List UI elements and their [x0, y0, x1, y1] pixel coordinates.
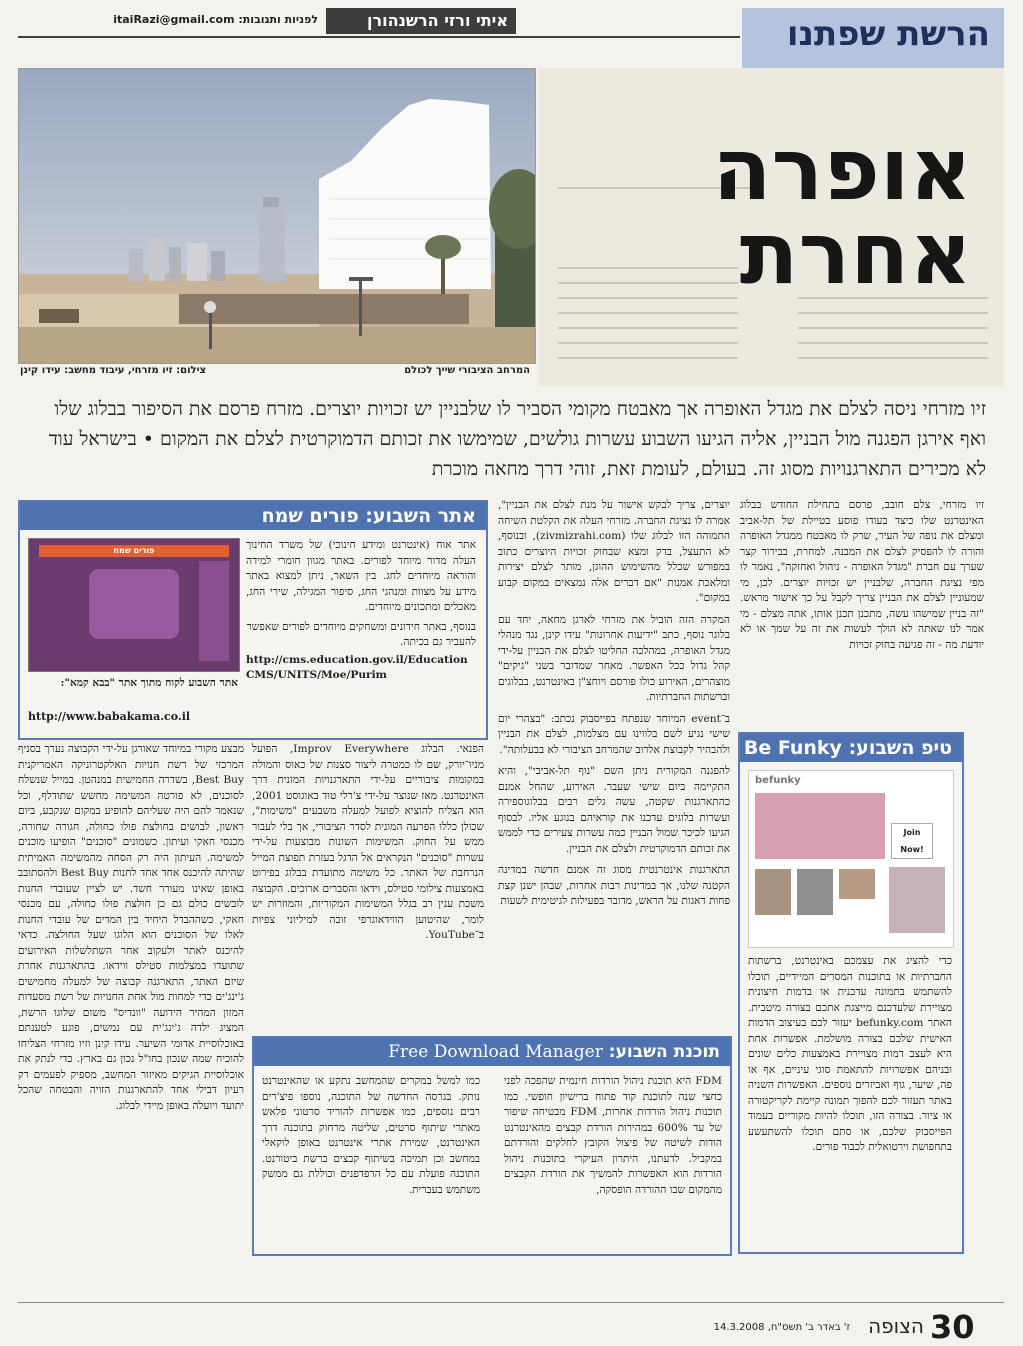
tip-of-week-header	[740, 734, 962, 762]
software-title-name: Free Download Manager	[388, 1042, 603, 1062]
site-of-week-paragraph: אתר אוח (אינטרנט ומידע חינוכי) של משרד החינוך העלה מדור מיוחד לפורים. באתר מגוון חומרי למידה והוראה מיוחדים לחג. בין השאר, ניתן למצוא באתר מידע על מצוות ומנהגי החג, סיפור המגילה, שירי החג, מאכלים ומתכונים מיוחדים.	[246, 539, 476, 613]
issue-date: ז' באדר ב' תשס"ח, 14.3.2008	[713, 1322, 850, 1333]
tip-of-week-body: כדי להציג את עצמכם באינטרנט, ברשתות החברתיות או בתוכנות המסרים המיידיים, תוכלו להשתמש בתמונה עדכנית או בדמות חיצונית מצויירת שלעדכנם מייצגת אתכם בצורה מיטבית. האתר befunky.com יעזור לכם בעיצוב הדמות האישית שלכם בצורה מושלמת. אפשרות אחת היא לעצב דמות מצויירת באמצעות כלים שונים ובניהם אפשרויות להתאמת סוגי עיניים, אף או פה, שיער, גוף ואביזרים נוספים. האפשרות השניה באתר תעזור לכם להפוך תמונה קיימת לקריקטורה או ציור. בצורה הזו, תוכלו להיות מקוריים בעמוד הפייסבוק שלכם, או סתם תוכלו להשתעשע בתחפושת וירטואלית לכבוד פורים.	[748, 955, 952, 1153]
software-column-right: FDM היא תוכנת ניהול הורדות חינמית שהפכה לפני כחצי שנה לתוכנת קוד פתוח ברישיון חופשי. כמו תוכנות ניהול הורדות אחרות, FDM מבטיחה שיפור של עד 600% במהירות הורדת קבצים מהאינטרנט הודות לשיטה של פיצול הקובץ לחלקים והורדתם במקביל. לדעתנו, היתרון העיקרי בתוכנות ניהול הורדות הוא האפשרות להמשיך את הורדת הקבצים מהמקום שבו ההורדה הופסקה,	[504, 1075, 723, 1196]
header-divider	[18, 36, 740, 38]
avatar-photo-3	[839, 869, 875, 899]
site-of-week-body	[246, 538, 476, 684]
site-of-week-title: אתר השבוע: פורים שמח	[20, 502, 486, 530]
babakama-link[interactable]: http://www.babakama.co.il	[28, 710, 191, 723]
newspaper-name: הצופה	[868, 1314, 924, 1338]
software-title-label: תוכנת השבוע:	[608, 1042, 720, 1062]
article-paragraph: ב־event המיוחד שנפתח בפייסבוק נכתב: "בצהרי יום שישי נגיע לשם בלווינו עם מצלמות, לצלם את הבניין ולהבהיר לקבוצת אלרוב שהמרחב הציבורי לא בבעלותה".	[498, 712, 730, 756]
article-paragraph: מבצע מקורי במיוחד שאורגן על-ידי הקבוצה נערך בסניף המרכזי של רשת חנויות האלקטרוניקה האמריקנית Best Buy, בשדרה החמישית במנהטן. במייל שנשלח לסוכנים, לא פורטה המשימה מחשש שתודלף, וכל שנאמר להם היה שעליהם להופיע במקום שנקבע, ביום ראשון, לבושים בחולצת פולו כחולה, חגורה שחורה, מכנסי חאקי ועיתון. כשמונים "סוכנים" הופיעו מוכנים למשימה. העיתון היה רק הסחה מהמשימה האמיתית שהיתה להיכנס אחד אחד לחנות Best Buy ולהסתובב באופן שאינו מעורר חשד. יש לציין שעובדי החנות לובשים כולם גם כן חולצת פולו כחולה, עם מכנסי חאקי, כשההבדל היחיד בין המדים של עובדי החנות לאלו של הסוכנים הוא הלוגו שעל החולצה. כדאי להיכנס לאתר ולעקוב אחר השתלשלות האירועים שתועדו במצלמות סטילס ווידאו. בהתארגנות אחרת שיזם האתר, התארגנה קבוצה של למעלה מחמישים ג'ינג'ים כדי למחות מול אחת החנויות של רשת מסעדות המזון המהיר הידועה "וונדיס" משום שלוגו הרשת, המציג ילדה ג'ינג'ית עם נמשים, פוגע לטענתם באוכלוסיית אדומי השיער. עידו קינן וזיו מזרחי הצליחו להוכיח שמה שנכון בחו"ל נכון גם בארץ. כדי לנתק את אוכלוסיית הגיקים מאיזור המחשב, מספיק לפעמים רק רעיון דבילי אחד להתארגנות הזויה והבטחה שהכל יתועד ויועלה באופן מיידי לבלוג.	[18, 743, 244, 1112]
software-of-week-header	[254, 1038, 730, 1066]
tip-of-week-box	[738, 732, 964, 1254]
opera-tower-photo	[18, 68, 536, 364]
avatar-photo-2	[797, 869, 833, 915]
screenshot-mask-graphic	[89, 569, 179, 639]
article-paragraph: להפגנה המקורית ניתן השם "נוף תל-אביבי", והיא התקיימה ביום שישי שעבר. האירוע, שהחל אמנם כהתארגנות שקטה, עשה גלים רבים בבלוגוספירה ועשרות בלוגים עדכנו את קוראיהם בנוגע אליו. לבסוף הגיעו לכיכר שמול הבניין כמה עשרות צעירים כדי לממש את זכותם הדמוקרטית ולצלם את הבניין.	[498, 765, 730, 855]
befunky-collage	[755, 793, 885, 859]
befunky-logo: befunky	[755, 775, 801, 786]
site-source-note: אתר השבוע לקוח מתוך אתר "בבא קמא":	[60, 677, 238, 689]
cartoon-avatar	[889, 867, 945, 933]
screenshot-sidebar	[199, 561, 229, 661]
contact-email: לפניות ותגובות: itaiRazi@gmail.com	[113, 13, 318, 26]
page-number: 30	[930, 1308, 975, 1346]
screenshot-banner: פורים שמח	[39, 545, 229, 557]
software-of-week-box	[252, 1036, 732, 1256]
headline-line-2: אחרת	[739, 204, 972, 304]
join-now-badge: Join Now!	[891, 823, 933, 859]
article-headline	[600, 120, 972, 304]
software-column-left: כמו למשל במקרים שהמחשב נתקע או שהאינטרנט נותק. בגרסה החדשה של התוכנה, נוספו פיצ'רים רבים נוספים, כמו אפשרות להוריד סרטוני פלאש מאתרי שיתוף סרטים, שליטה מרחוק בתוכנה דרך האינטרנט, שמירת אתרי אינטרנט באופן לוקאלי במחשב וכן תמיכה בשיתוף קבצים ברשת ביטורנט. התוכנה פועלת עם כל הדפדפנים וכוללת גם ממשק משתמש בעברית.	[262, 1075, 480, 1196]
article-paragraph: התארגנות אינטרנטית מסוג זה אמנם חדשה במדינה הקטנה שלנו, אך במדינות רבות אחרות, שבהן ישנן קצת פחות דאגות על הראש, מדובר בפעילות לגיטימית לשעות	[498, 864, 730, 907]
education-site-link[interactable]: http://cms.education.gov.il/EducationCMS/UNITS/Moe/Purim	[246, 653, 468, 681]
article-column-bottom-middle	[252, 742, 484, 1032]
tip-title-label: טיפ השבוע:	[848, 737, 952, 759]
article-lead: זיו מזרחי ניסה לצלם את מגדל האופרה אך מאבטח מקומי הסביר לו שלבניין יש זכויות יוצרים. מזרח פרסם את הסיפור בבלוג שלו ואף אירגן הפגנה מול הבניין, אליה הגיעו השבוע עשרות גולשים, שמימשו את זכותם הדמוקרטית לצלם את המקום • בישראל עוד לא מכירים התארגנויות מסוג זה. בעולם, לעומת זאת, זוהי דרך מחאה מוכרת	[48, 398, 986, 480]
article-column-bottom-left	[18, 742, 244, 1258]
site-of-week-paragraph: בנוסף, באתר חידונים ומשחקים מיוחדים לפורים שאפשר להעביר גם בכיתה.	[246, 620, 476, 648]
photo-illustration	[19, 69, 535, 363]
avatar-photo-1	[755, 869, 791, 915]
authors-byline: איתי ורזי הרשנהורן	[367, 11, 508, 30]
photo-caption-title: המרחב הציבורי שייך לכולם	[404, 365, 530, 376]
article-paragraph: זיו מזרחי, צלם חובב, פרסם בתחילת החודש בבלוג האינטרנט שלו כיצד בעודו פוסע בטיילת של תל-אביב ומצלם את נופה של העיר, שרק לו מאבטח ממגדל האופרה והורה לו להפסיק לצלם את המבנה. למחרת, בבירור קצר שערך עם חברת "מגדל האופרה - ניהול ואחזקה", נאמר לו מפי נציגת החברה, שלבניין יש זכויות יוצרים. לכן, מי שמעוניין לצלם את הבניין צריך לקבל על כך אישור מראש. "זה בניין שמישהו עשה, מתכנן תכנן אותו, אתה מצלם - מי אמר לנו שאתה לא הולך לעשות את זה על שמך או לא יודעת מה - זה פגיעה בחוק זכויות	[740, 499, 984, 651]
article-paragraph: הפנאי. הבלוג Improv Everywhere, הפועל מניו־יורק, שם לו כמטרה ליצור סצנות של כאוס והמולה במקומות ציבוריים על-ידי התארגנויות המונית דרך האינטרנט. מאז שנוצר על-ידי צ'רלי טוד באוגוסט 2001, הוא הצליח להוציא לפועל למעלה משבעים "משימות", שכולן כללו הפרעה המונית לסדר הציבורי, אך בלי לעבור ממש על החוק. המשימות השונות מבוצעות על-ידי עשרות "סוכנים" הנקראים אל הדגל בעזרת תפוצת המייל הנרחבת של האתר. כל משימה מתועדת בבלוג בפירוט באמצעות צילומי סטילס, וידאו והסברים ארוכים. הקבוצה משכת ענין רב בגלל המשימות המקוריות, והמוזרות יש לומר, שהיטוען הווידאוגרפי זוכה למיליוני צפיות ב־YouTube.	[252, 743, 484, 941]
purim-site-screenshot	[28, 538, 240, 672]
photo-credit: צילום: זיו מזרחי, עיבוד מחשב: עידו קינן	[20, 365, 207, 376]
site-of-week-box	[18, 500, 488, 740]
article-paragraph: המקרה הזה הוביל את מזרחי לארגן מחאה, יחד עם בלוגר נוסף, כתב "ידיעות אחרונות" עידו קינן, נגד מנהלי מגדל האופרה, במהלכה החליטו לצלם את הבניין על-ידי קהל גדול ככל האפשר. מאחר שמדובר בשני "גיקים" מוצהרים, האירוע כולו פורסם ויוחצ"ן באינטרנט, בבלוגים וברשתות החברתיות.	[498, 613, 730, 703]
headline-line-1: אופרה	[712, 120, 972, 220]
article-column-right	[740, 498, 984, 728]
article-paragraph: יוצרים, צריך לבקש אישור על מנת לצלם את הבניין", אמרה לו נציגת החברה. מזרחי העלה את הקלטת השיחה התמוהה הזו לבלוג שלו (zivmizrahi.com), ובנוסף, לא התעצל, בדק ומצא שבחוק זכויות היוצרים כתוב במפורש שכלל מהשימוש ההוגן, מותר לצלם יצירות ומלאכת אמנות "אם דברים אלה נמצאים במקום קבוע במקום".	[498, 499, 730, 604]
tip-title-brand: Be Funky	[743, 737, 842, 759]
article-column-middle	[498, 498, 730, 1028]
footer-divider	[18, 1302, 1004, 1303]
befunky-screenshot	[748, 770, 954, 948]
section-title: הרשת שפתנו	[786, 14, 990, 54]
